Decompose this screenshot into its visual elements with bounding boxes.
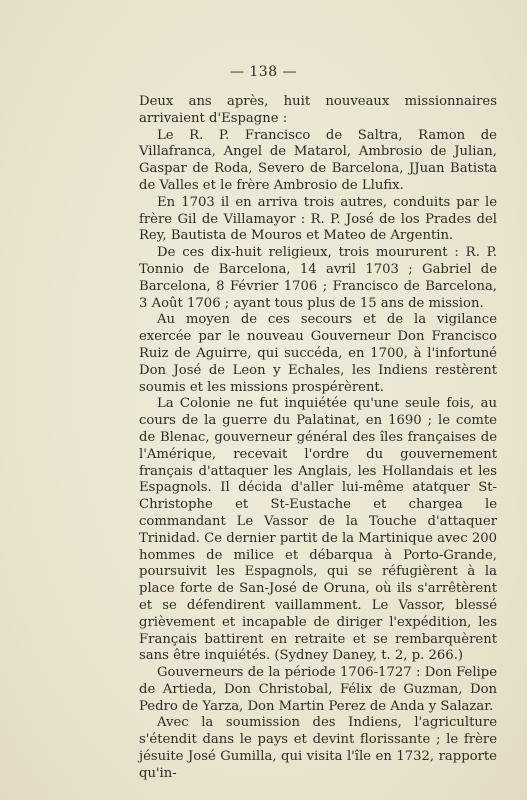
paragraph: En 1703 il en arriva trois autres, conduits par le frère Gil de Villamayor : R. P. José de los Prades del Rey, Bautista de Mouros et Mateo de Argentin. (139, 194, 497, 244)
paragraph: Avec la soumission des Indiens, l'agriculture s'étendit dans le pays et devint florissante ; le frère jésuite José Gumilla, qui visita l'île en 1732, rapporte qu'in- (139, 715, 497, 781)
paragraph: Deux ans après, huit nouveaux missionnaires arrivaient d'Espagne : (139, 94, 497, 126)
paragraph: Le R. P. Francisco de Saltra, Ramon de Villafranca, Angel de Matarol, Ambrosio de Julian, Gaspar de Roda, Severo de Barcelona, JJuan Batista de Valles et le frère Ambrosio de Llufix. (139, 127, 497, 193)
paragraph: De ces dix-huit religieux, trois moururent : R. P. Tonnio de Barcelona, 14 avril 1703 ; Gabriel de Barcelona, 8 Février 1706 ; Francisco de Barcelona, 3 Août 1706 ; ayant tous plus de 15 ans de mission. (139, 245, 497, 311)
body-text (139, 94, 497, 783)
page-number: — 138 — (229, 64, 298, 80)
paragraph: Gouverneurs de la période 1706-1727 : Don Felipe de Artieda, Don Christobal, Félix de Guzman, Don Pedro de Yarza, Don Martin Perez de Anda y Salazar. (139, 665, 497, 714)
paragraph: La Colonie ne fut inquiétée qu'une seule fois, au cours de la guerre du Palatinat, en 1690 ; le comte de Blenac, gouverneur général des îles françaises de l'Amérique, recevait l'ordre du gouvernement français d'attaquer les Anglais, les Hollandais et les Espagnols. Il décida d'aller lui-même atatquer St-Christophe et St-Eustache et chargea le commandant Le Vassor de la Touche d'attaquer Trinidad. Ce dernier partit de la Martinique avec 200 hommes de milice et débarqua à Porto-Grande, poursuivit les Espagnols, qui se réfugièrent à la place forte de San-José de Oruna, où ils s'arrêtèrent et se défendirent vaillamment. Le Vassor, blessé grièvement et incapable de diriger l'expédition, les Français battirent en retraite et se rembarquèrent sans être inquiétés. (Sydney Daney, t. 2, p. 266.) (139, 396, 497, 664)
paragraph: Au moyen de ces secours et de la vigilance exercée par le nouveau Gouverneur Don Francisco Ruiz de Aguirre, qui succéda, en 1700, à l'infortuné Don José de Leon y Echales, les Indiens restèrent soumis et les missions prospérèrent. (139, 312, 497, 395)
